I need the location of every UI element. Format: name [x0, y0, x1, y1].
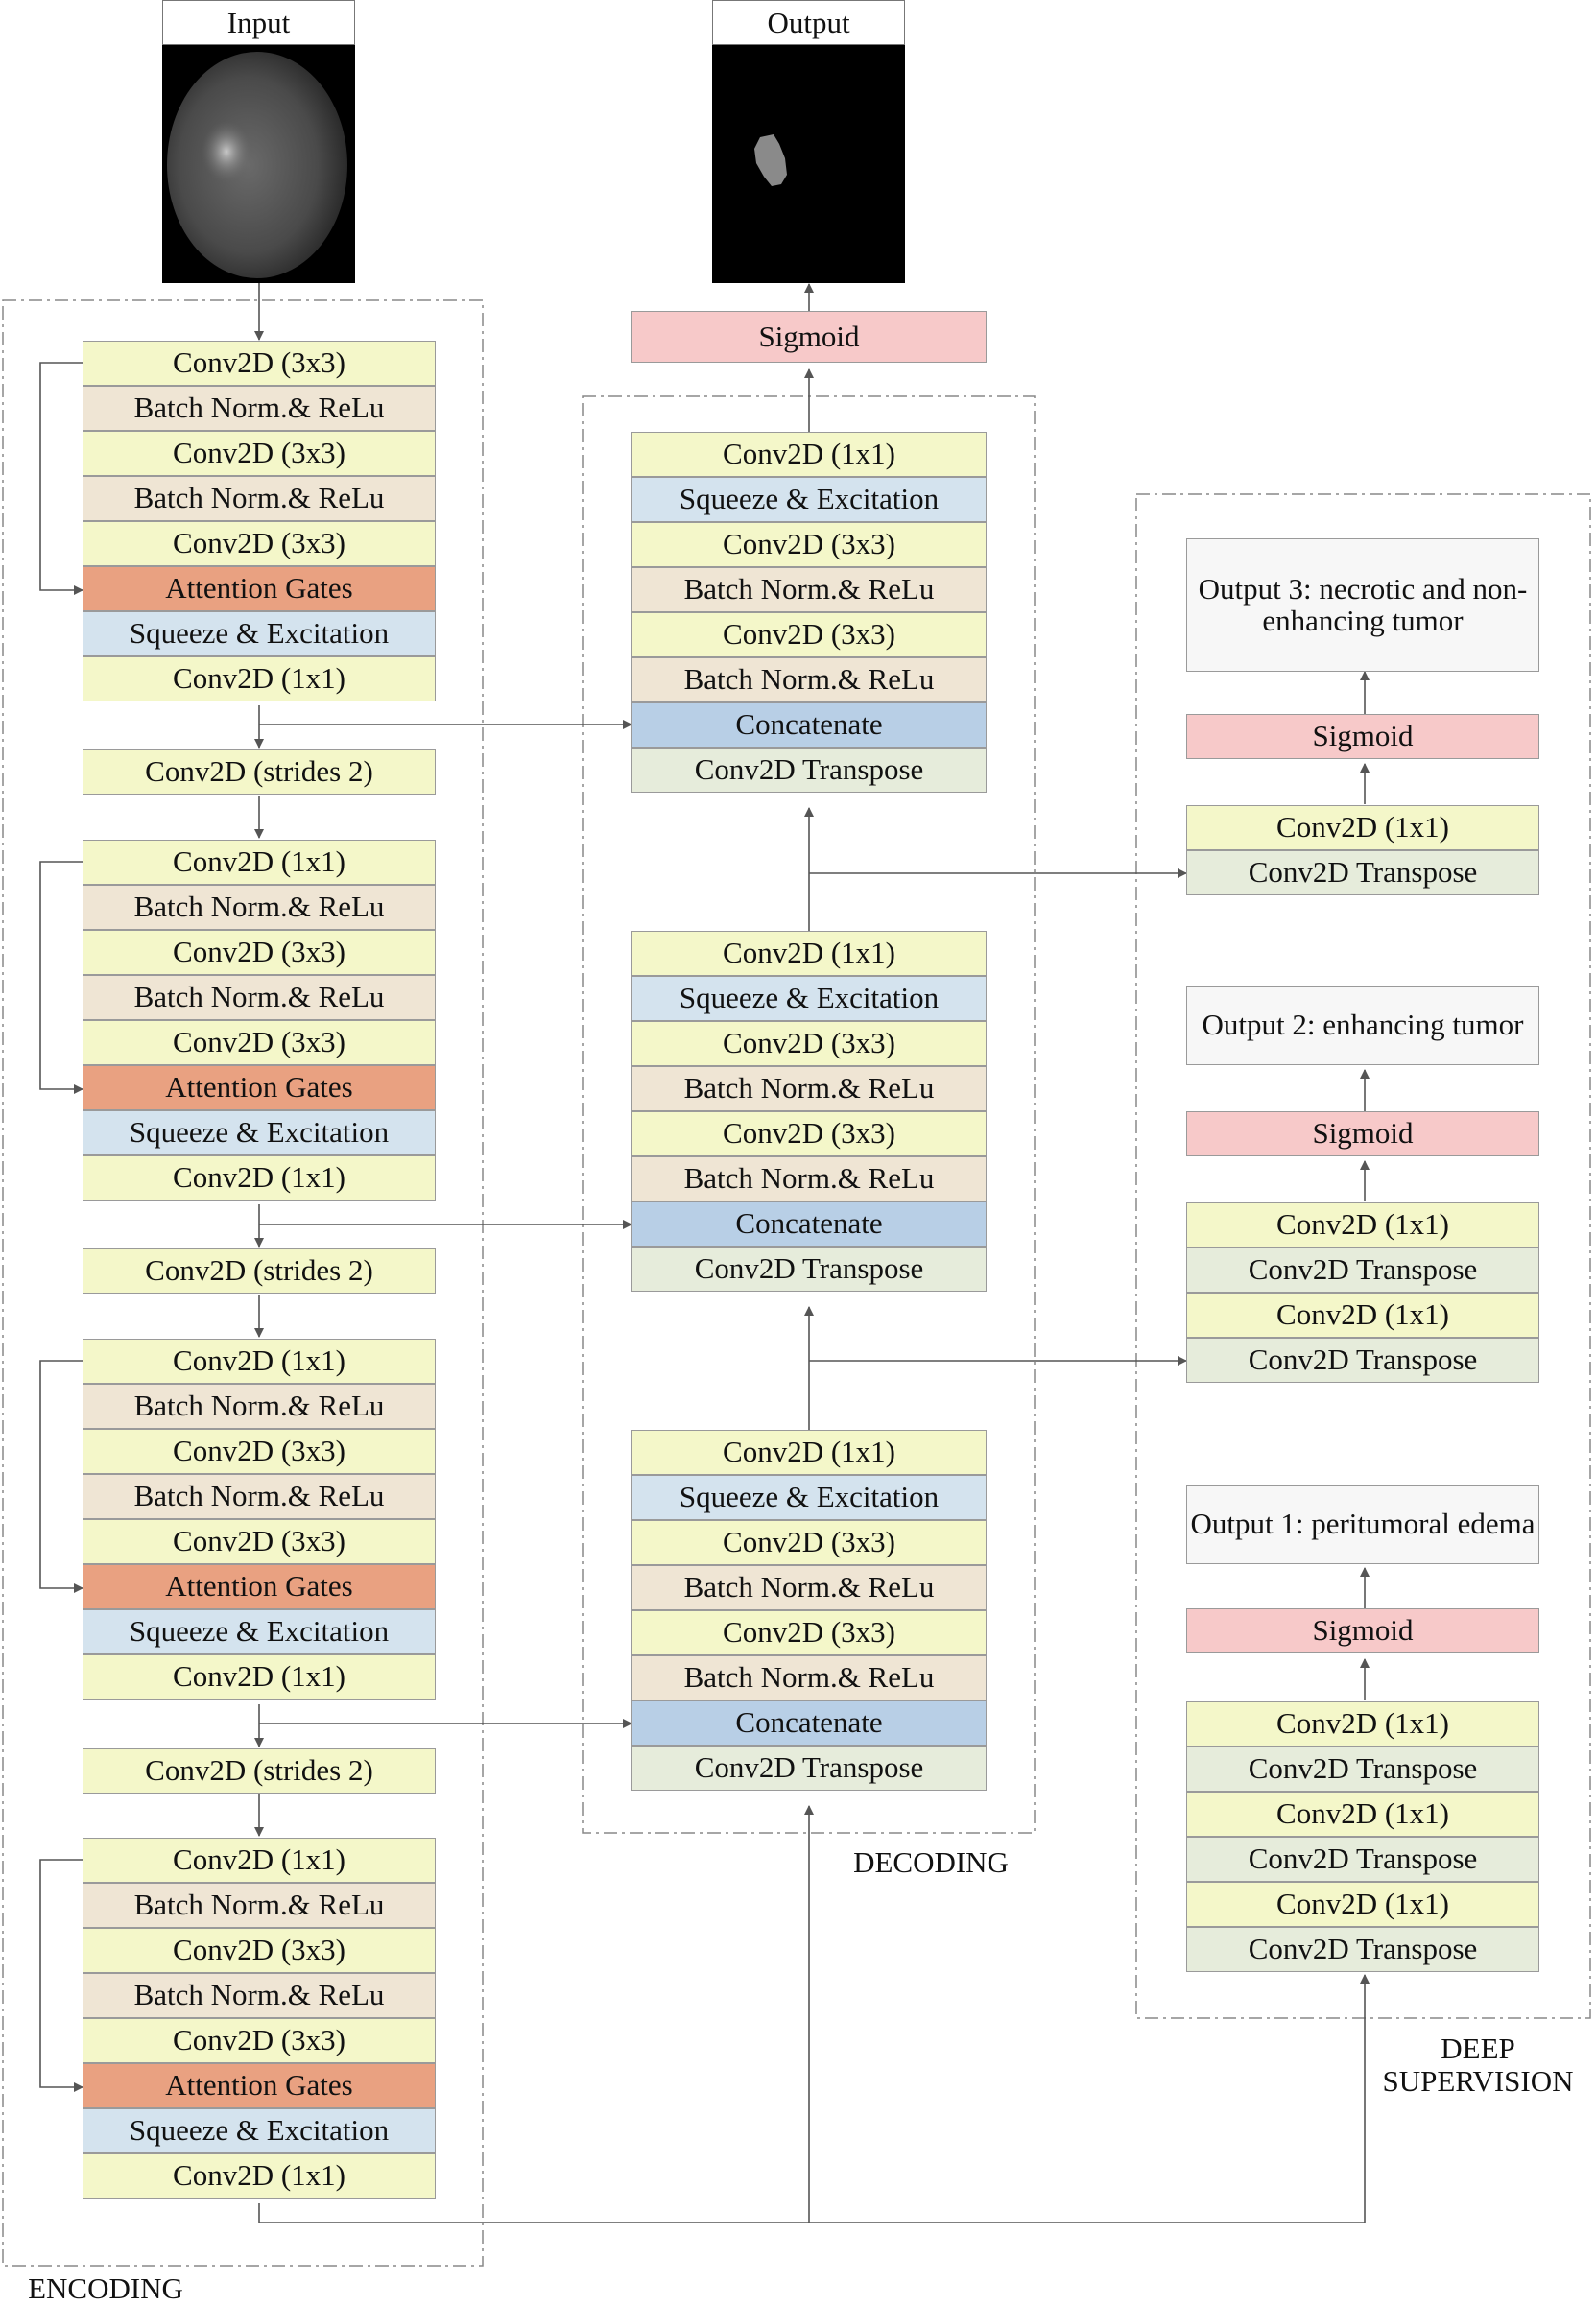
conv2d-1x1-block: Conv2D (1x1): [1186, 805, 1539, 850]
input-label: Input: [162, 0, 355, 45]
conv2d-3x3-block: Conv2D (3x3): [631, 1610, 987, 1655]
conv2d-1x1-block: Conv2D (1x1): [631, 931, 987, 976]
output-2-enhancing-tumor-block: Output 2: enhancing tumor: [1186, 986, 1539, 1065]
sigmoid-block: Sigmoid: [1186, 714, 1539, 759]
conv2d-transpose-block: Conv2D Transpose: [1186, 1927, 1539, 1972]
sigmoid-block: Sigmoid: [1186, 1608, 1539, 1653]
output-3-necrotic-and-non-enhancing-tumor-block: Output 3: necrotic and non-enhancing tumor: [1186, 538, 1539, 672]
batch-norm-relu-block: Batch Norm.& ReLu: [83, 885, 436, 930]
conv2d-3x3-block: Conv2D (3x3): [83, 2018, 436, 2063]
batch-norm-relu-block: Batch Norm.& ReLu: [83, 476, 436, 521]
sigmoid-block: Sigmoid: [1186, 1111, 1539, 1156]
conv2d-1x1-block: Conv2D (1x1): [1186, 1882, 1539, 1927]
encoding-label: ENCODING: [28, 2271, 183, 2305]
batch-norm-relu-block: Batch Norm.& ReLu: [83, 386, 436, 431]
sigmoid-block: Sigmoid: [631, 311, 987, 363]
conv2d-transpose-block: Conv2D Transpose: [631, 1746, 987, 1791]
conv2d-strides-2-block: Conv2D (strides 2): [83, 749, 436, 795]
conv2d-transpose-block: Conv2D Transpose: [1186, 1837, 1539, 1882]
squeeze-excitation-block: Squeeze & Excitation: [83, 1609, 436, 1654]
squeeze-excitation-block: Squeeze & Excitation: [83, 2108, 436, 2153]
batch-norm-relu-block: Batch Norm.& ReLu: [83, 1474, 436, 1519]
concatenate-block: Concatenate: [631, 1700, 987, 1746]
batch-norm-relu-block: Batch Norm.& ReLu: [631, 657, 987, 702]
squeeze-excitation-block: Squeeze & Excitation: [83, 611, 436, 656]
deep-supervision-label: DEEP SUPERVISION: [1382, 2032, 1574, 2099]
conv2d-1x1-block: Conv2D (1x1): [1186, 1701, 1539, 1747]
batch-norm-relu-block: Batch Norm.& ReLu: [83, 1973, 436, 2018]
conv2d-strides-2-block: Conv2D (strides 2): [83, 1748, 436, 1794]
conv2d-transpose-block: Conv2D Transpose: [1186, 1338, 1539, 1383]
conv2d-3x3-block: Conv2D (3x3): [83, 521, 436, 566]
conv2d-3x3-block: Conv2D (3x3): [631, 1520, 987, 1565]
conv2d-1x1-block: Conv2D (1x1): [1186, 1792, 1539, 1837]
conv2d-transpose-block: Conv2D Transpose: [1186, 1747, 1539, 1792]
conv2d-3x3-block: Conv2D (3x3): [631, 1021, 987, 1066]
conv2d-transpose-block: Conv2D Transpose: [631, 748, 987, 793]
batch-norm-relu-block: Batch Norm.& ReLu: [83, 1883, 436, 1928]
concatenate-block: Concatenate: [631, 702, 987, 748]
batch-norm-relu-block: Batch Norm.& ReLu: [631, 1066, 987, 1111]
conv2d-1x1-block: Conv2D (1x1): [83, 1654, 436, 1700]
conv2d-transpose-block: Conv2D Transpose: [1186, 850, 1539, 895]
conv2d-3x3-block: Conv2D (3x3): [83, 1020, 436, 1065]
batch-norm-relu-block: Batch Norm.& ReLu: [631, 567, 987, 612]
batch-norm-relu-block: Batch Norm.& ReLu: [631, 1655, 987, 1700]
conv2d-3x3-block: Conv2D (3x3): [83, 431, 436, 476]
conv2d-3x3-block: Conv2D (3x3): [83, 1928, 436, 1973]
conv2d-1x1-block: Conv2D (1x1): [1186, 1202, 1539, 1248]
squeeze-excitation-block: Squeeze & Excitation: [631, 976, 987, 1021]
conv2d-1x1-block: Conv2D (1x1): [83, 1838, 436, 1883]
output-1-peritumoral-edema-block: Output 1: peritumoral edema: [1186, 1485, 1539, 1564]
conv2d-3x3-block: Conv2D (3x3): [631, 612, 987, 657]
conv2d-1x1-block: Conv2D (1x1): [631, 1430, 987, 1475]
batch-norm-relu-block: Batch Norm.& ReLu: [631, 1565, 987, 1610]
conv2d-transpose-block: Conv2D Transpose: [1186, 1248, 1539, 1293]
conv2d-1x1-block: Conv2D (1x1): [83, 1155, 436, 1201]
conv2d-strides-2-block: Conv2D (strides 2): [83, 1248, 436, 1294]
squeeze-excitation-block: Squeeze & Excitation: [631, 477, 987, 522]
batch-norm-relu-block: Batch Norm.& ReLu: [631, 1156, 987, 1201]
conv2d-3x3-block: Conv2D (3x3): [631, 522, 987, 567]
squeeze-excitation-block: Squeeze & Excitation: [83, 1110, 436, 1155]
conv2d-1x1-block: Conv2D (1x1): [83, 2153, 436, 2199]
conv2d-transpose-block: Conv2D Transpose: [631, 1247, 987, 1292]
conv2d-3x3-block: Conv2D (3x3): [83, 1429, 436, 1474]
attention-gates-block: Attention Gates: [83, 2063, 436, 2108]
batch-norm-relu-block: Batch Norm.& ReLu: [83, 1384, 436, 1429]
attention-gates-block: Attention Gates: [83, 1065, 436, 1110]
batch-norm-relu-block: Batch Norm.& ReLu: [83, 975, 436, 1020]
conv2d-3x3-block: Conv2D (3x3): [83, 341, 436, 386]
conv2d-1x1-block: Conv2D (1x1): [83, 840, 436, 885]
conv2d-3x3-block: Conv2D (3x3): [83, 930, 436, 975]
attention-gates-block: Attention Gates: [83, 566, 436, 611]
concatenate-block: Concatenate: [631, 1201, 987, 1247]
conv2d-1x1-block: Conv2D (1x1): [631, 432, 987, 477]
conv2d-1x1-block: Conv2D (1x1): [83, 656, 436, 701]
conv2d-3x3-block: Conv2D (3x3): [631, 1111, 987, 1156]
conv2d-3x3-block: Conv2D (3x3): [83, 1519, 436, 1564]
attention-gates-block: Attention Gates: [83, 1564, 436, 1609]
output-label: Output: [712, 0, 905, 45]
decoding-label: DECODING: [853, 1845, 1009, 1879]
conv2d-1x1-block: Conv2D (1x1): [83, 1339, 436, 1384]
conv2d-1x1-block: Conv2D (1x1): [1186, 1293, 1539, 1338]
squeeze-excitation-block: Squeeze & Excitation: [631, 1475, 987, 1520]
